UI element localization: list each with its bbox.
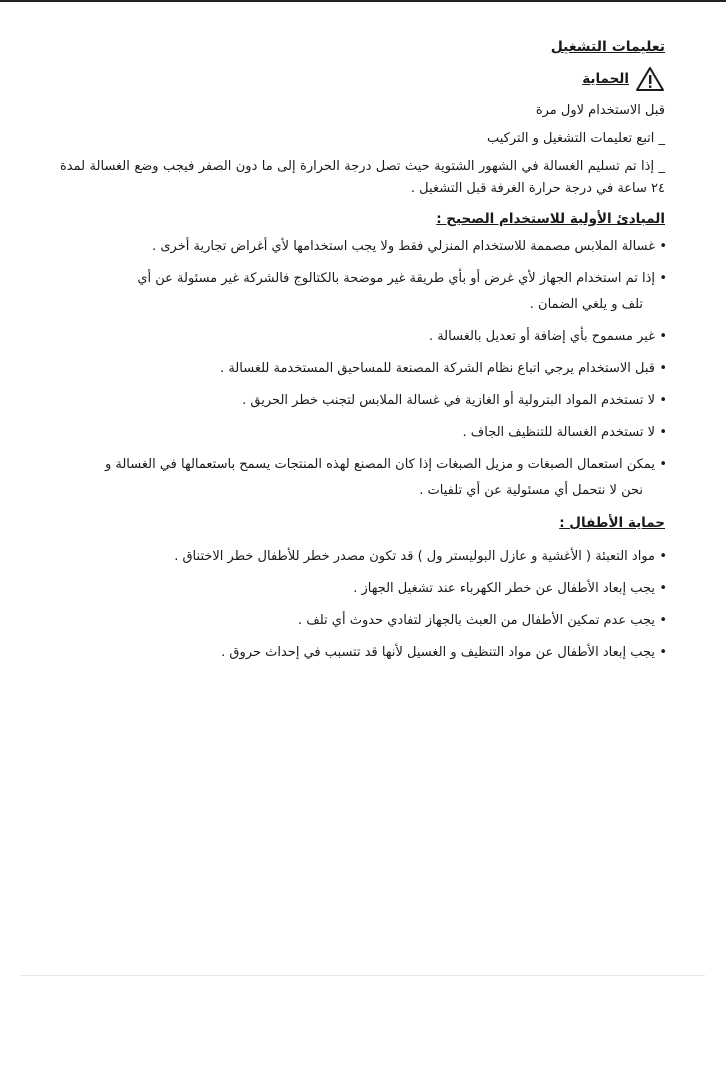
list-item: • لا تستخدم الغسالة للتنظيف الجاف . [60,422,665,444]
list-item: • إذا تم استخدام الجهاز لأي غرض أو بأي طريقة غير موضحة بالكتالوج فالشركة غير مسئولة عن أي تلف و يلغي الضمان . [60,268,665,316]
intro-line-2: _ اتبع تعليمات التشغيل و التركيب [486,131,665,146]
children-title: حماية الأطفال : [559,515,665,531]
children-list [60,546,665,664]
list-item: • قبل الاستخدام يرجي اتباع نظام الشركة المصنعة للمساحيق المستخدمة للغسالة . [60,358,665,380]
warning-triangle-icon [635,66,665,92]
list-item: • يجب إبعاد الأطفال عن مواد التنظيف و الغسيل لأنها قد تتسبب في إحداث حروق . [60,642,665,664]
list-item: • غسالة الملابس مصممة للاستخدام المنزلي فقط ولا يجب استخدامها لأي أغراض تجارية أخرى . [60,236,665,258]
principles-title: المبادئ الأولية للاستخدام الصحيح : [436,211,665,227]
instruction-page [60,36,665,674]
list-item: • يجب عدم تمكين الأطفال من العبث بالجهاز لتفادي حدوث أي تلف . [60,610,665,632]
page-title: تعليمات التشغيل [550,39,665,55]
protection-heading [60,66,665,92]
list-item: • مواد التعبئة ( الأغشية و عازل البوليستر ول ) قد تكون مصدر خطر للأطفال خطر الاختناق . [60,546,665,568]
intro-line-3: _ إذا تم تسليم الغسالة في الشهور الشتوية حيث تصل درجة الحرارة إلى ما دون الصفر فيجب وضع الغسالة لمدة ٢٤ ساعة في درجة حرارة الغرفة قبل التشغيل . [60,159,665,196]
list-item: • غير مسموح بأي إضافة أو تعديل بالغسالة . [60,326,665,348]
protection-label: الحماية [582,71,629,87]
list-item: • يمكن استعمال الصبغات و مزيل الصبغات إذا كان المصنع لهذه المنتجات يسمح باستعمالها في الغسالة و نحن لا نتحمل أي مسئولية عن أي تلفيات . [60,454,665,502]
top-border-line [0,0,726,2]
scan-edge-line [20,975,705,976]
intro-line-1: قبل الاستخدام لاول مرة [535,103,665,118]
list-item: • لا تستخدم المواد البترولية أو الغازية في غسالة الملابس لتجنب خطر الحريق . [60,390,665,412]
principles-list [60,236,665,502]
list-item: • يجب إبعاد الأطفال عن خطر الكهرباء عند تشغيل الجهاز . [60,578,665,600]
